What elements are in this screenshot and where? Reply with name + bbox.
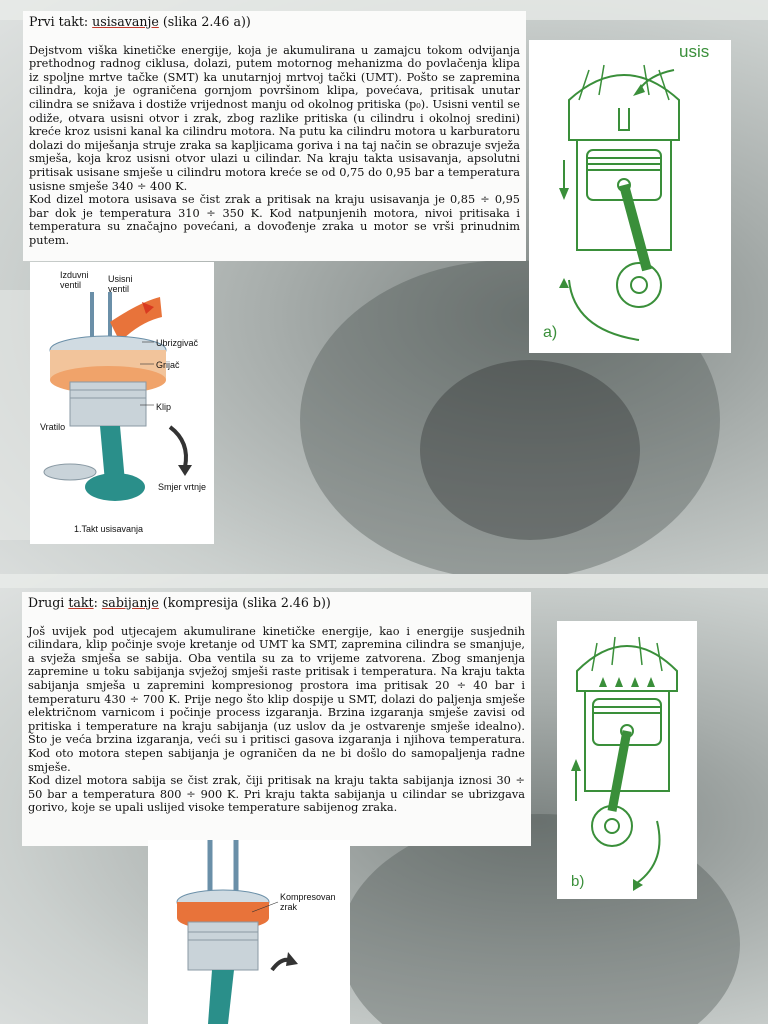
title-prefix: Drugi xyxy=(28,595,69,610)
piston-label: Klip xyxy=(156,402,172,412)
crankshaft-label: Vratilo xyxy=(40,422,66,432)
compression-paragraph-2: Kod dizel motora sabija se čist zrak, čiji pritisak na kraju takta sabijanja iznosi 30 ÷ 50 bar a temperatura 800 ÷ 900 K. Pri kraju takta sabijanja u cilindar se ubrizgava gorivo, koje se upali uslijed visoke temperature sabijenog zraka. xyxy=(28,774,525,815)
heater-label: Grijač xyxy=(156,360,180,370)
background-stripe xyxy=(0,290,30,540)
compression-paragraph-1: Još uvijek pod utjecajem akumulirane kinetičke energije, kao i energije susjednih cilindara, klip počinje svoje kretanje od UMT ka SMT, zapremina cilindra se smanjuje, a svježa smješa se sabija. Oba ventila su za to vrijeme zatvorena. Zbog smanjenja zapremine u toku sabijanja svježoj smješi raste pritisak i temperatura. Na kraju takta sabijanja smješa u zapremini kompresionog prostora ima pritisak 20 ÷ 40 bar i temperaturu 430 ÷ 700 K. Prije nego što klip dospije u SMT, dolazi do paljenja smješe električnom varnicom i počinje process izgaranja. Brzina izgaranja smješe zavisi od pritiska i temperature na kraju sabijanja (uz uslov da je ostvarenje smješe idealno). Što je veća brzina izgaranja, veći su i pritisci gasova izgaranja i njihova temperatura. Kod oto motora stepen sabijanja je ograničen da ne bi došlo do samopaljenja radne smješe. xyxy=(28,624,525,774)
title-main-2: sabijanje xyxy=(101,595,159,610)
compression-engine-drawing xyxy=(148,840,350,1024)
injector-label: Ubrizgivač xyxy=(156,338,199,348)
title-prefix: Prvi takt: xyxy=(29,14,93,29)
compression-diagram xyxy=(557,621,697,899)
title-mid: : xyxy=(93,595,102,610)
background-stripe xyxy=(0,574,768,588)
exhaust-valve-label-line: Izduvni xyxy=(60,270,89,280)
exhaust-valve-label-line: ventil xyxy=(60,280,82,290)
section-title xyxy=(28,596,525,610)
intake-cylinder-drawing xyxy=(529,40,731,353)
title-suffix: (kompresija (slika 2.46 b)) xyxy=(158,595,331,610)
compressed-air-label-line: Kompresovan xyxy=(280,892,336,902)
slide-compression-stroke xyxy=(0,574,768,1024)
intake-engine-drawing xyxy=(30,262,214,544)
illustration-caption: 1.Takt usisavanja xyxy=(74,524,144,534)
intake-valve-label-line: Usisni xyxy=(108,274,133,284)
intake-arrow-label: usis xyxy=(679,42,710,61)
section-title xyxy=(29,15,520,29)
intake-illustration xyxy=(30,262,214,544)
figure-label-b: b) xyxy=(571,873,585,890)
compressed-air-label-line: zrak xyxy=(280,902,298,912)
intake-valve-label-line: ventil xyxy=(108,284,130,294)
compressed-air-label xyxy=(280,892,336,912)
intake-diagram xyxy=(529,40,731,353)
title-main: usisavanje xyxy=(92,14,159,29)
title-main: takt xyxy=(68,595,94,610)
intake-text-box xyxy=(23,11,526,261)
engine-background xyxy=(420,360,640,540)
exhaust-valve-label xyxy=(60,270,89,290)
rotation-label: Smjer vrtnje xyxy=(158,482,207,492)
compression-cylinder-drawing xyxy=(557,621,697,899)
compression-illustration xyxy=(148,840,350,1024)
figure-label-a: a) xyxy=(543,324,558,341)
title-suffix: (slika 2.46 a)) xyxy=(158,14,251,29)
intake-valve-label xyxy=(108,274,133,294)
compression-text-box xyxy=(22,592,531,846)
intake-paragraph-1: Dejstvom viška kinetičke energije, koja je akumulirana u zamajcu tokom odvijanja prethodnog radnog ciklusa, dolazi, putem motornog mehanizma do povlačenja klipa iz spoljne mrtve tačke (SMT) ka unutarnjoj mrtvoj tački (UMT). Pošto se zapremina cilindra, koja je ograničena gornjom površinom klipa, povećava, pritisak unutar cilindra se snižava i dostiže vrijednost manju od okolnog pritiska (p₀). Usisni ventil se odiže, otvara usisni otvor i zrak, zbog razlike pritiska (u cilindru i okolnoj sredini) kreće kroz usisni kanal ka cilindru motora. Na putu ka cilindru motora u karburatoru dolazi do miješanja struje zraka sa kapljicama goriva i na taj način se obrazuje svježa smješa, koja kroz usisni otvor ulazi u cilindar. Na kraju takta usisavanja, apsolutni pritisak usisane smješe u cilindru motora kreće se od 0,75 do 0,95 bar a temperatura usisne smješe 340 ÷ 400 K. xyxy=(29,43,520,193)
intake-paragraph-2: Kod dizel motora usisava se čist zrak a pritisak na kraju usisavanja je 0,85 ÷ 0,95 bar dok je temperatura 310 ÷ 350 K. Kod natpunjenih motora, nivoi pritisaka i temperatura su značajno povećani, a dovođenje zraka u motor se vrši prinudnim putem. xyxy=(29,193,520,247)
